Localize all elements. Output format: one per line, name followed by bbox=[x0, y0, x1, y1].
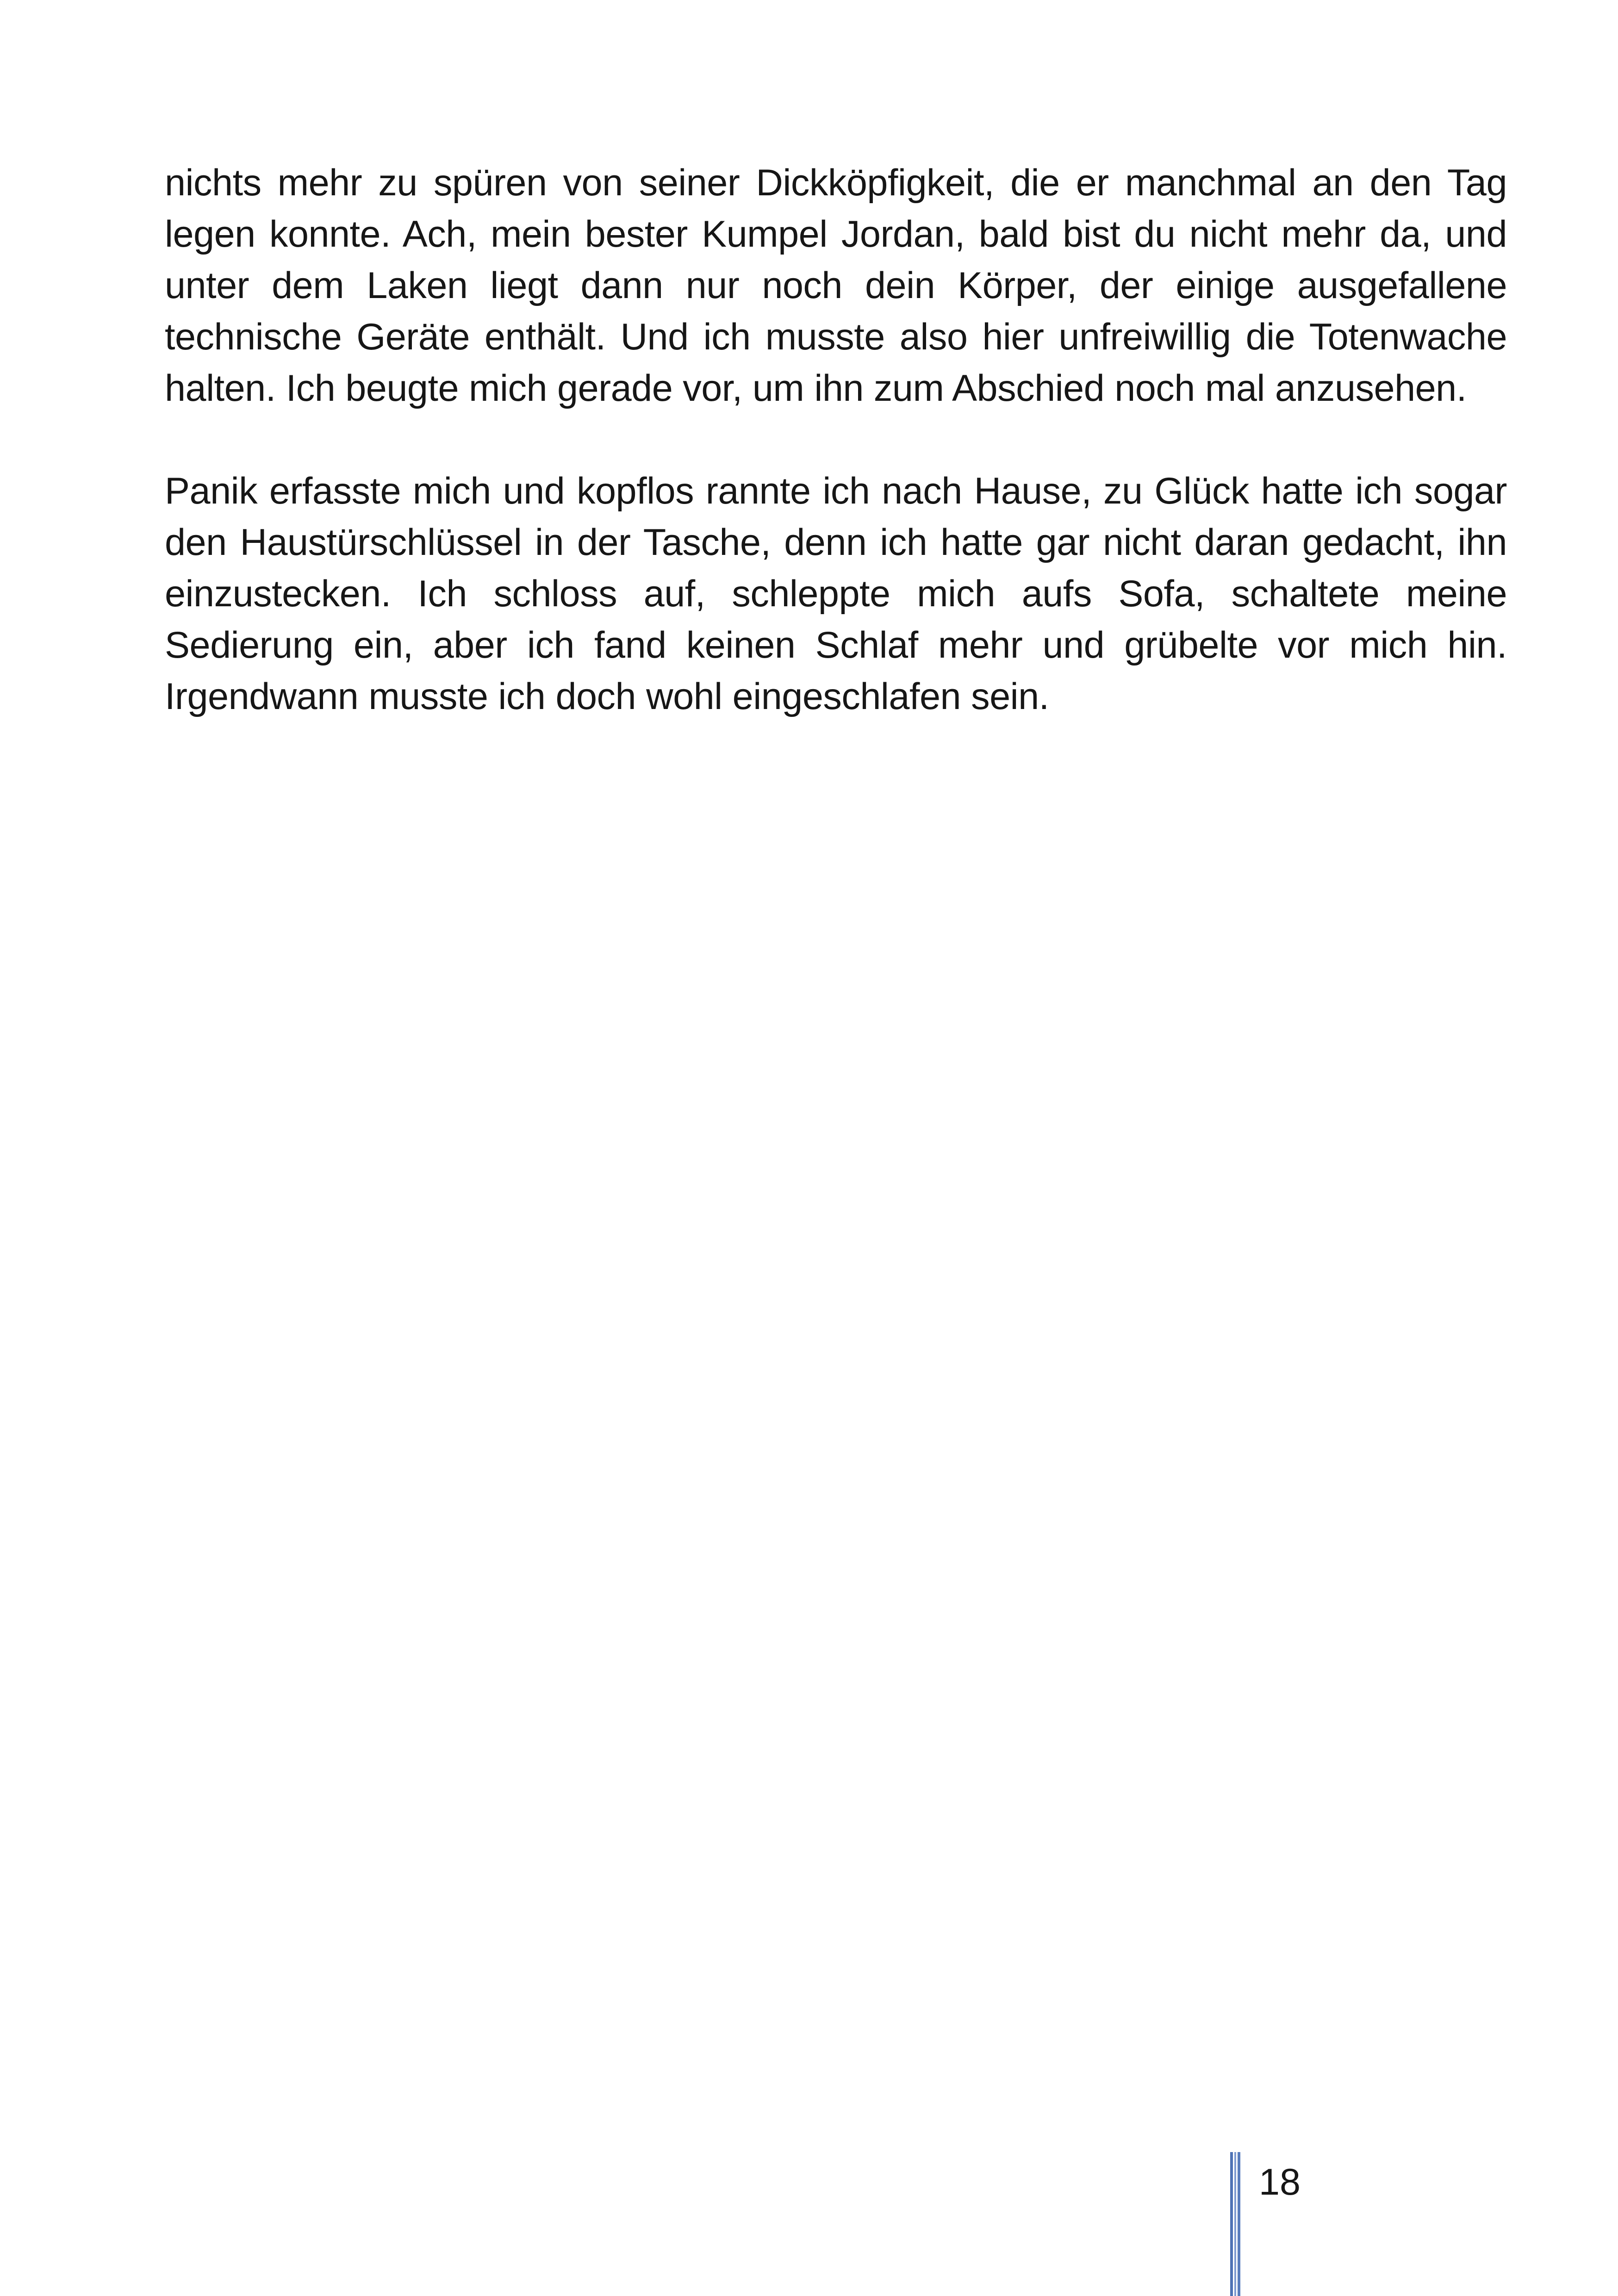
body-text bbox=[165, 157, 1507, 722]
footer-divider-rule bbox=[1230, 2152, 1240, 2296]
page-number: 18 bbox=[1259, 2161, 1301, 2203]
paragraph-2: Panik erfasste mich und kopflos rannte ich nach Hause, zu Glück hatte ich sogar den Haustürschlüssel in der Tasche, denn ich hatte gar nicht daran gedacht, ihn einzustecken. Ich schloss auf, schleppte mich aufs Sofa, schaltete meine Sedierung ein, aber ich fand keinen Schlaf mehr und grübelte vor mich hin. Irgendwann musste ich doch wohl eingeschlafen sein. bbox=[165, 470, 1507, 717]
paragraph-1: nichts mehr zu spüren von seiner Dickköpfigkeit, die er manchmal an den Tag legen konnte. Ach, mein bester Kumpel Jordan, bald bist du nicht mehr da, und unter dem Laken liegt dann nur noch dein Körper, der einige ausgefallene technische Geräte enthält. Und ich musste also hier unfreiwillig die Totenwache halten. Ich beugte mich gerade vor, um ihn zum Abschied noch mal anzusehen. bbox=[165, 162, 1507, 409]
footer-rule-line bbox=[1230, 2152, 1233, 2296]
footer-rule-line bbox=[1234, 2152, 1236, 2296]
footer-rule-line bbox=[1238, 2152, 1240, 2296]
